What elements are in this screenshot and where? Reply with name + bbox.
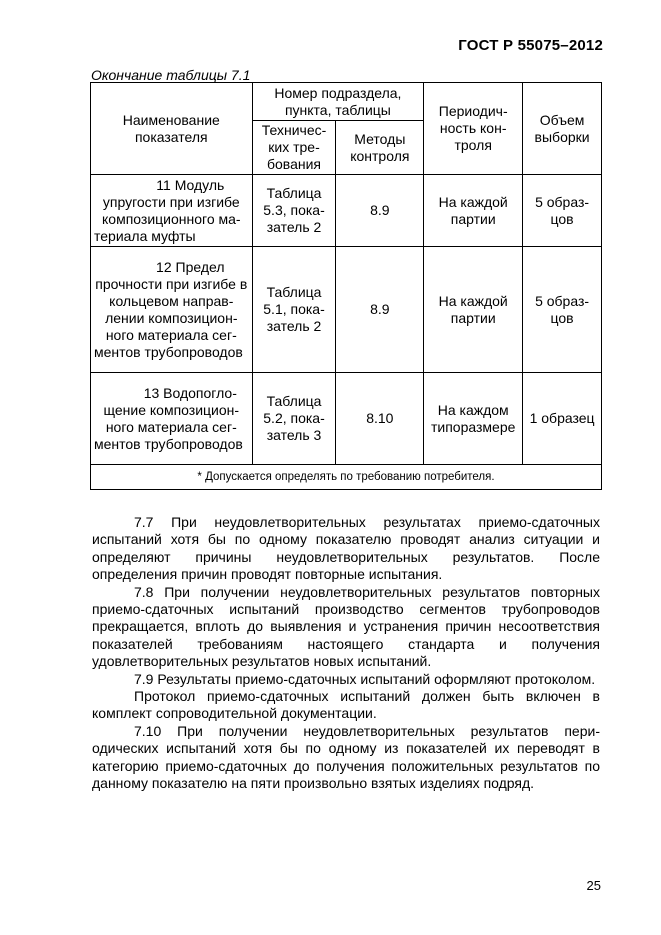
row-period-cell: На каждой партии (424, 175, 523, 247)
row-sample-cell: 5 образцов (523, 247, 602, 373)
row-index: 11 (156, 176, 171, 193)
row-sample-cell: 1 образец (523, 373, 602, 465)
header-cell-name: Наименование показателя (91, 83, 253, 175)
header-cell-tech: Технических требования (252, 121, 336, 175)
table-row (91, 175, 602, 247)
row-name: Модуль упругости при изгибе композиционного материала муфты (94, 176, 241, 244)
row-method-cell: 8.10 (336, 373, 424, 465)
row-method-cell: 8.9 (336, 247, 424, 373)
row-index: 13 (143, 384, 160, 401)
paragraph-7-8: 7.8 При получении неудовлетворительных результатов повторных приемо-сдаточных испытаний производство сегментов трубопроводов прекращается, вплоть до выявления и устранения причин несоответствия показателей требованиям настоящего стандарта и получения удовлетворительных результатов новых испытаний. (92, 583, 600, 670)
row-name-cell (91, 373, 253, 465)
header-cell-subsection: Номер подраздела, пункта, таблицы (252, 83, 424, 121)
row-tech-cell: Таблица 5.2, показатель 3 (252, 373, 336, 465)
table-row (91, 373, 602, 465)
paragraph-protocol: Протокол приемо-сдаточных испытаний должен быть включен в комплект сопроводительной документации. (92, 688, 600, 722)
row-tech-cell: Таблица 5.3, показатель 2 (252, 175, 336, 247)
row-name-cell (91, 247, 253, 373)
row-name: Предел прочности при изгибе в кольцевом направлении композиционного материала сегментов трубопроводов (94, 258, 248, 360)
requirements-table (90, 82, 602, 490)
row-name-cell (91, 175, 253, 247)
table-caption: Окончание таблицы 7.1 (91, 67, 251, 83)
body-text (92, 514, 600, 793)
row-index: 12 (156, 258, 172, 275)
row-sample-cell: 5 образцов (523, 175, 602, 247)
table-row (91, 247, 602, 373)
paragraph-7-9: 7.9 Результаты приемо-сдаточных испытаний оформляют протоколом. (134, 670, 596, 687)
page-number: 25 (586, 878, 601, 893)
row-tech-cell: Таблица 5.1, показатель 2 (252, 247, 336, 373)
paragraph-7-7: 7.7 При неудовлетворительных результатах приемо-сдаточных испытаний хотя бы по одному показателю проводят анализ ситуации и определяют причины неудовлетворительных результатов. После определения причин проводят повторные испытания. (92, 514, 600, 583)
row-name: Водопоглощение композиционного материала сегментов трубопроводов (94, 384, 243, 452)
table-header-row (91, 83, 602, 121)
header-cell-methods: Методы контроля (336, 121, 424, 175)
paragraph-7-10: 7.10 При получении неудовлетворительных результатов периодических испытаний хотя бы по одному из показателей их переводят в категорию приемо-сдаточных до получения положительных результатов по данному показателю на пяти произвольно взятых изделиях подряд. (92, 722, 600, 792)
row-method-cell: 8.9 (336, 175, 424, 247)
header-cell-sample: Объем выборки (523, 83, 602, 175)
table-footnote: * Допускается определять по требованию потребителя. (91, 465, 602, 490)
row-period-cell: На каждом типоразмере (424, 373, 523, 465)
header-cell-period: Периодичность контроля (424, 83, 523, 175)
table-footnote-row (91, 465, 602, 490)
row-period-cell: На каждой партии (424, 247, 523, 373)
document-code: ГОСТ Р 55075–2012 (458, 37, 603, 54)
